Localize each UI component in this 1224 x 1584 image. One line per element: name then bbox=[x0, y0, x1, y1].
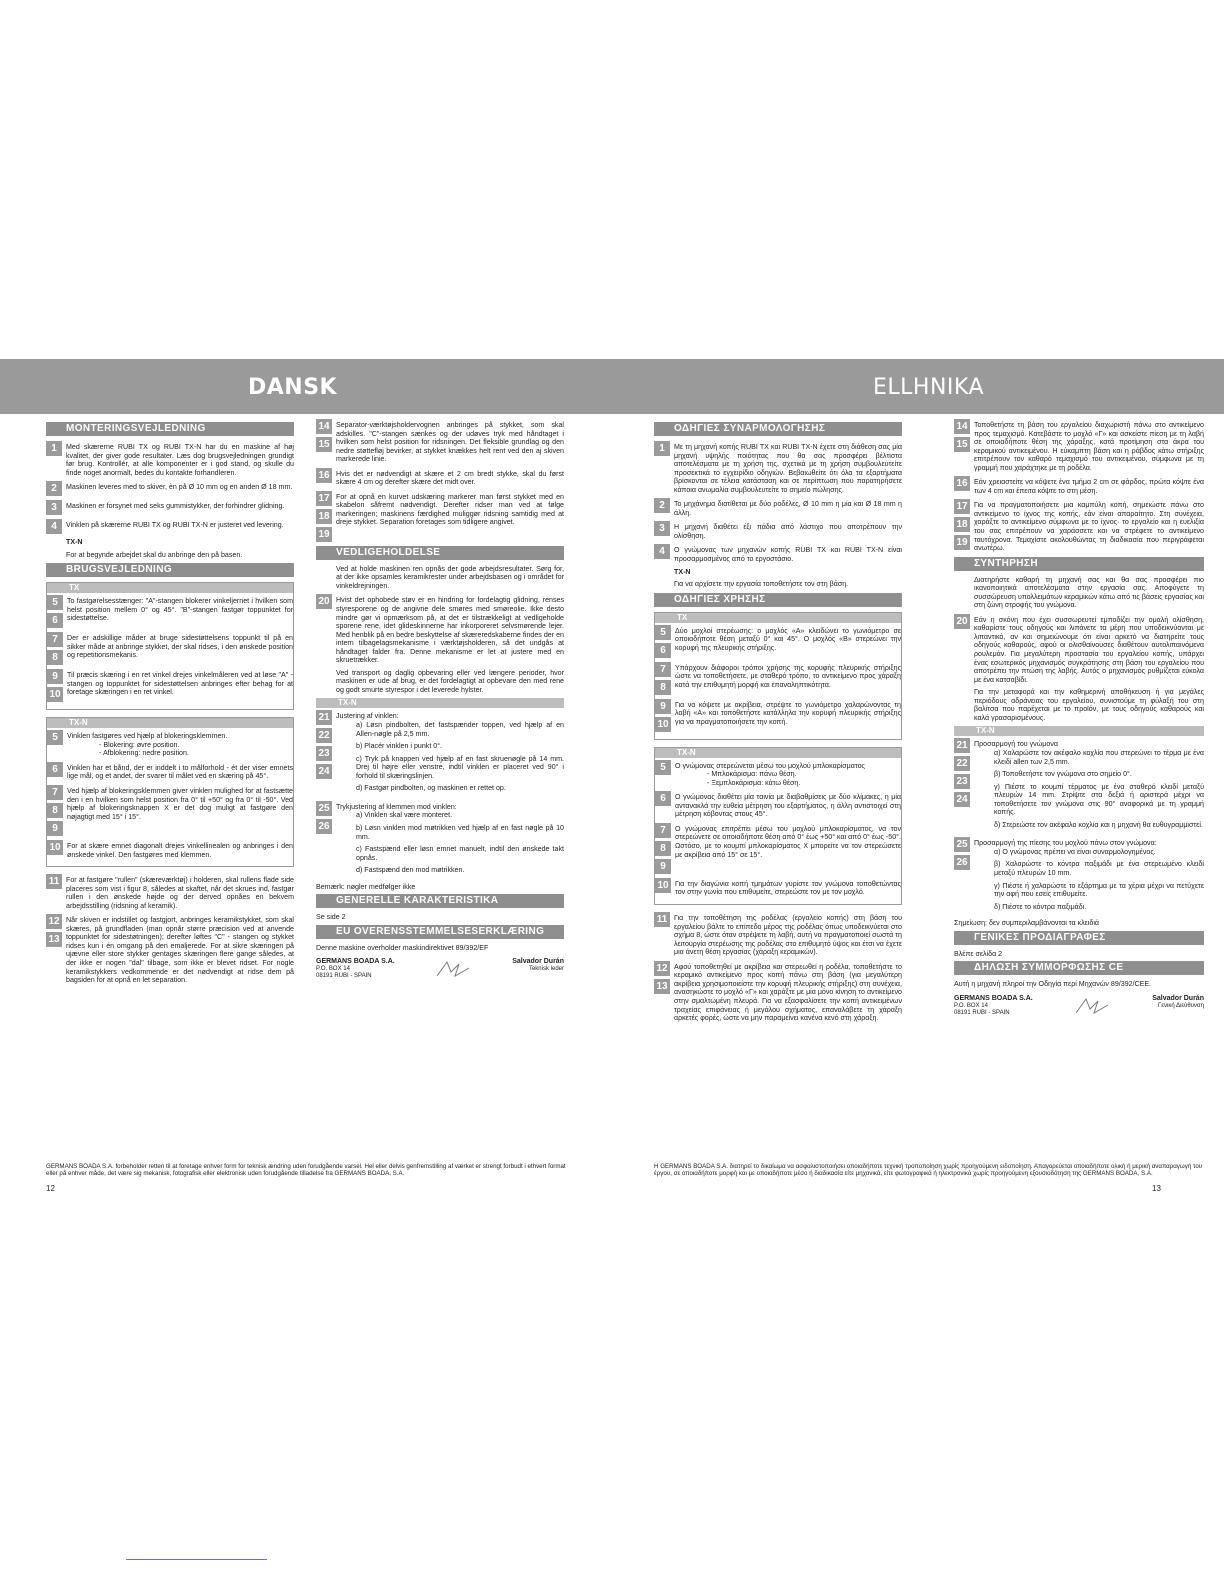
page-number-right: 13 bbox=[1152, 1184, 1161, 1193]
txn-subsection: TX-N bbox=[47, 718, 293, 728]
danish-column-2 bbox=[316, 419, 564, 980]
step-2: 2 Maskinen leveres med to skiver, èn på Ø 10 mm og en anden Ø 18 mm. bbox=[46, 481, 294, 496]
section-montering: MONTERINGSVEJLEDNING bbox=[46, 422, 294, 436]
step-25-26: 25 26 Trykjustering af klemmen mod vinklen: a) Vinklen skal være monteret. b) Løsn vinklen mod møtrikken ved hjælp af en fast nøgle på 10 mm. c) Fastspænd eller løsn emnet manuelt, indtil den ønskede takt opnås. d) Fastspænd den mod møtrikken. bbox=[316, 801, 564, 879]
bottom-link-line bbox=[126, 1559, 267, 1560]
step-3: 3 Maskinen er forsynet med seks gummistykker, der forhindrer glidning. bbox=[46, 500, 294, 515]
section-vedligeholdelse-el: ΣΥΝΤΗΡΗΣΗ bbox=[954, 557, 1204, 571]
txn-subsection-el: TX-N bbox=[655, 748, 901, 758]
txn-subsection-2: TX-N bbox=[316, 698, 564, 708]
signature-icon bbox=[1072, 995, 1112, 1017]
step-7-8-9n-el: 7 8 9 Ο γνώμονας επιτρέπει μέσω του μοχλού μπλοκαρίσματος, να τον στερεώνετε σε οποιαδήποτε θέση από 0° έως +50° και από 0° έως -50°. Ωστόσο, με το κουμπί μπλοκαρίσματος X μπορείτε να τον στερεώσετε με ακρίβεια από 15° σε 15°. bbox=[655, 823, 901, 874]
tx-subsection-el: TX bbox=[655, 613, 901, 623]
step-20: 20 Hvist det ophobede støv er en hindring for fordelagtig glidning, renses styresporene og de angivne dele smøres med smøreolie. Ikke desto mindre gør vi opmærksom på, at det er tilstrækkeligt at vedligeholde sporene rene, idet glideskinnerne har inkorporeret selvsmørende lejer. Med henblik på en bedre beskyttelse af skæreredskaberne findes der en intern tilbagelagsmekanisme i værktøjsholderen, så det undgås at håndtaget falder fra. Denne mekanisme er let at justere med en skruetrækker. bbox=[316, 594, 564, 664]
section-montering-el: ΟΔΗΓΙΕΣ ΣΥΝΑΡΜΟΛΟΓΗΣΗΣ bbox=[654, 422, 902, 436]
section-brugs: BRUGSVEJLEDNING bbox=[46, 563, 294, 577]
tx-box-el bbox=[654, 612, 902, 740]
step-20-el: 20 Εάν η σκόνη που έχει συσσωρευτεί εμποδίζει την ομαλή ολίσθηση, καθαρίστε τους οδηγούς και λιπάνετε τα μέρη που υποδεικνύονται με λιπαντικό, αν και σημειώνουμε ότι είναι αρκετό να διατηρείτε τους οδηγούς καθαρούς, αφού οι ολισθαίνουσες διαθέτουν αυτολιπαινόμενα ρουλεμάν. Για μεγαλύτερη προστασία του εργαλείου κοπής, υπάρχει ένας εσωτερικός μηχανισμός συγκράτησης στη βάση του εργαλείου που αποτρέπει την πτώση της λαβής. Αυτός ο μηχανισμός ρυθμίζεται εύκολα με ένα κατσαβίδι. bbox=[954, 614, 1204, 684]
step-17-18-19-el: 17 18 19 Για να πραγματοποιήσετε μια καμπύλη κοπή, σημειώστε πάνω στο αντικείμενο το ίχνος της κοπής, εάν είναι απαραίτητο. Στη συνέχεια, χαράξτε το αντικείμενο σύμφωνα με το ίχνος· το εργαλείο και η ευελιξία του σας επιτρέπουν να χαράσσετε και να στρέφετε το αντικείμενο ταυτόχρονα. Τεμαχίστε ακολουθώντας τη διαδικασία που περιγράφεται ανωτέρω. bbox=[954, 499, 1204, 552]
company-block: GERMANS BOADA S.A. P.O. BOX 14 08191 RUBI - SPAIN Salvador Durán Teknisk leder bbox=[316, 958, 564, 980]
tx-subsection: TX bbox=[47, 583, 293, 593]
txn-label-el: TX-N bbox=[674, 567, 691, 576]
step-2-el: 2 Το μηχάνημα διατίθεται με δύο ροδέλες, Ø 10 mm η μία και Ø 18 mm η άλλη. bbox=[654, 498, 902, 517]
step-21-24-el: 21 22 23 24 Προσαρμογή του γνώμονα α) Χαλαρώστε τον ακέφαλο κοχλία που στερεώνει το τέρμα με ένα κλειδί allen των 2,5 mm. β) Τοποθετήστε τον γνώμονα στο σημείο 0°. γ) Πιέστε το κουμπί τέρματος με ένα σταθερό κλειδί μεταξύ πλευρών 14 mm. Στρίψτε στα δεξιά ή αριστερά μέχρι να τοποθετήσετε τον γνώμονα στις 90° αναφορικά με τη γραμμή κοπής. δ) Στερεώστε τον ακέφαλο κοχλία και η μηχανή θα ευθυγραμμιστεί. bbox=[954, 738, 1204, 833]
header-bar bbox=[0, 359, 1224, 414]
txn-subsection-2-el: TX-N bbox=[954, 726, 1204, 736]
note-el: Σημείωση: δεν συμπεριλαμβάνονται τα κλειδιά bbox=[954, 919, 1100, 928]
section-generelle: GENERELLE KARAKTERISTIKA bbox=[316, 894, 564, 908]
step-11-el: 11 Για την τοποθέτηση της ροδέλας (εργαλείο κοπής) στη βάση του εργαλείου βάλτε το επίπεδο μέρος της ροδέλας όπως υποδεικνύεται στο σχήμα 8, ώστε όταν στρέψετε τη λαβή, αυτή να πραγματοποιεί σωστά τη λειτουργία στερέωσης της ροδέλας στο επιθυμητό ύψος και έτσι να έχετε μια άνετη θέση εργασίας (χάραξη κεραμικών). bbox=[654, 912, 902, 957]
step-5n: 5 Vinklen fastgøres ved hjælp af blokeringsklemmen. - Blokering: øvre position. - Afblokering: nedre position. bbox=[47, 730, 293, 758]
step-5n-el: 5 Ο γνώμονας στερεώνεται μέσω του μοχλού μπλοκαρίσματος - Μπλοκάρισμα: πάνω θέση. - Ξεμπλοκάρισμα: κάτω θέση. bbox=[655, 760, 901, 788]
danish-column-1 bbox=[46, 419, 294, 989]
step-6n: 6 Vinklen har et bånd, der er inddelt i to målforhold - ét der viser emnets lige mål, og et andet, der svarer til målet ved en skæring på 45°. bbox=[47, 762, 293, 781]
step-7-8-9n: 7 8 9 Ved hjælp af blokeringsklemmen giver vinklen mulighed for at fastsætte den i en hvilken som helst position fra 0° til +50° og fra 0° til -50°. Ved hjælp af blokeringsknappen X er det dog muligt at fastgøre den nøjagtigt med 15° i 15°. bbox=[47, 785, 293, 836]
step-4: 4 Vinklen på skærerne RUBI TX og RUBI TX-N er justeret ved levering. bbox=[46, 519, 294, 534]
step-6n-el: 6 Ο γνώμονας διαθέτει μία ταινία με διαβαθμίσεις με δύο κλίμακες, η μία αντανακλά την ευθεία μέτρηση του εξαρτήματος, η άλλη αντιστοιχεί στη μέτρηση κόβοντας στους 45°. bbox=[655, 791, 901, 819]
step-10n-el: 10 Για την διαγώνια κοπή τμημάτων γυρίστε τον γνώμονα τοποθετώντας τον στην γωνία που επιθυμείτε, στερεώστε τον με τον μοχλό. bbox=[655, 878, 901, 897]
note: Bemærk: nøgler medfølger ikke bbox=[316, 882, 416, 891]
step-9-10-el: 9 10 Για να κόψετε με ακρίβεια, στρέψτε το γωνιόμετρο χαλαρώνοντας τη λαβή «Α» και τοποθετήστε κατάλληλα την κορυφή πλευρικής στήριξης για να πραγματοποιήσετε την κοπή. bbox=[655, 699, 901, 732]
step-5-6: 5 6 To fastgørelsesstænger: "A"-stangen blokerer vinkeljernet i hvilken som helst position mellem 0° og 45°. "B"-stangen fastgør toppunktet for sidestøttelse. bbox=[47, 595, 293, 628]
signature-icon bbox=[433, 958, 473, 980]
txn-text: For at begynde arbejdet skal du anbringe den på basen. bbox=[66, 550, 243, 559]
step-17-18-19: 17 18 19 For at opnå en kurvet udskæring markerer man først stykket med en skabelon såfremt nødvendigt. Derefter ridser man ved at følge markeringen; maskinens færdighed muliggør ridsning samtidig med at dreje stykket. Separation foretages som tidligere angivet. bbox=[316, 491, 564, 542]
step-7-8-el: 7 8 Υπάρχουν διάφοροι τρόποι χρήσης της κορυφής πλευρικής στήριξης ώστε να τοποθετήσετε, με σταθερό τρόπο, το αντικείμενο προς χάραξη κατά την επιθυμητή μορφή και επαναληπτικότητα. bbox=[655, 662, 901, 695]
step-3-el: 3 Η μηχανή διαθέτει έξι πάδια από λάστιχο που αποτρέπουν την ολίσθηση. bbox=[654, 521, 902, 540]
txn-text-el: Για να αρχίσετε την εργασία τοποθετήστε τον στη βάση. bbox=[674, 580, 849, 589]
header-title-greek: ELLHNIKA bbox=[873, 375, 984, 400]
txn-box bbox=[46, 717, 294, 867]
step-1: 1 Med skærerne RUBI TX og RUBI TX-N har du en maskine af høj kvalitet, der giver gode resultater. Læs dog brugsvejledningen grundigt før brug. Kontrollér, at alle komponenter er i god stand, og skulle du finde noget anormalt, bedes du kontakte forhandleren. bbox=[46, 441, 294, 477]
step-14-15: 14 15 Separator-værktøjsholdervognen anbringes på stykket, som skal adskilles. "C"-stangen sænkes og der udøves tryk med håndtaget i hvilken som helst position for ridsningen. Det fleksible grundlag og den nedre støttefløj bevirker, at stykket knækkes helt rent ved den aj skiven markerede linie. bbox=[316, 419, 564, 464]
step-4-el: 4 Ο γνώμονας των μηχανών κοπής RUBI TX και RUBI TX-N είναι προσαρμοσμένος από το εργοστάσιο. bbox=[654, 544, 902, 563]
maintenance-text: Ved at holde maskinen ren opnås der gode arbejdsresultater. Sørg for, at der ikke opsamles keramikrester under arbejdsbasen og i området for vinkeldrejningen. bbox=[336, 564, 564, 590]
general-text-el: Βλέπε σελίδα 2 bbox=[954, 949, 1003, 958]
section-eu-el: ΔΗΛΩΣΗ ΣΥΜΜΟΡΦΩΣΗΣ CE bbox=[954, 961, 1204, 975]
step-10n: 10 For at skære emnet diagonalt drejes vinkellinealen og anbringes i den ønskede vinkel. Den fastgøres med klemmen. bbox=[47, 840, 293, 859]
section-generelle-el: ΓΕΝΙΚΕΣ ΠΡΟΔΙΑΓΡΑΦΕΣ bbox=[954, 931, 1204, 945]
header-title-danish: DANSK bbox=[248, 375, 338, 400]
step-7-8: 7 8 Der er adskillige måder at bruge sidestøttelsens toppunkt til på en sikker måde at anbringe stykket, der skal ridses, i den ønskede position og repetitionsmekanis. bbox=[47, 632, 293, 665]
step-16-el: 16 Εάν χρειαστείτε να κόψετε ένα τμήμα 2 cm σε φάρδος, πρώτα κόψτε ένα των 4 cm και έπειτα κόψτε το στη μέση. bbox=[954, 476, 1204, 495]
step-14-15-el: 14 15 Τοποθετήστε τη βάση του εργαλείου διαχωριστή πάνω στο αντικείμενο προς τεμαχισμό. Κατεβάστε το μοχλό «Γ» και ασκείστε πίεση με τη λαβή σε οποιαδήποτε θέση της χάραξης, κατά προτίμηση στα άκρα του κεραμικού αντικειμένου. Η εύκαμπτη βάση και η ράβδος κάτω στήριξης επιτρέπουν τον καθαρό τεμαχισμό του αντικειμένου, σύμφωνα με τη γραμμή που χαράχτηκε με τη ροδέλα. bbox=[954, 419, 1204, 472]
eu-text: Denne maskine overholder maskindirektivet 89/392/EF bbox=[316, 943, 489, 952]
step-12-13: 12 13 Når skiven er indstillet og fastgjort, anbringes keramikstykket, som skal skæres, på grundfladen (man opnår større præcision ved at anvende toppunktet for sidestøtningen); derefter løftes "C" - stangen og stykket ridses kun i én omgang på den emaljerede. For at sikre skæringen på ujævne eller store stykker gentages skæringen flere gange således, at der ikke er nogen "dal" tilbage, som ikke er blevet ridset. For nogle keramikstykkers vedkommende er det nødvendigt at ridse dem på bagsiden for at opnå en let separation. bbox=[46, 914, 294, 984]
page-number-left: 12 bbox=[46, 1184, 55, 1193]
section-eu: EU OVERENSSTEMMELSESERKLÆRING bbox=[316, 925, 564, 939]
txn-label: TX-N bbox=[66, 538, 83, 547]
footer-danish: GERMANS BOADA S.A. forbeholder retten til at foretage enhver form for teknisk ændring uden forudgående varsel. Hel eller delvis genfremstilling af værket er strengt forbudt i ethvert format eller på enhver måde, det være sig mekanisk, fotografisk eller elektronisk uden forudgående tilladelse fra GERMANS BOADA, S.A. bbox=[46, 1163, 566, 1178]
transport-text: Ved transport og daglig opbevaring eller ved længere perioder, hvor maskinen er ude af brug, er det fordelagtigt at opbevare den med rene og godt smurte styrespor i det leverede hylster. bbox=[336, 668, 564, 694]
step-5-6-el: 5 6 Δύο μοχλοί στερέωσης: ο μοχλός «Α» κλειδώνει το γωνιόμετρο σε οποιαδήποτε θέση μεταξύ 0° και 45°. Ο μοχλός «Β» στερεώνει την κορυφή της πλευρικής στήριξης. bbox=[655, 625, 901, 658]
greek-column-2 bbox=[954, 419, 1204, 1017]
step-9-10: 9 10 Til præcis skæring i en ret vinkel drejes vinkelmåleren ved at løse "A" - stangen og toppunktet for sidestøttelsen anbringes efter behag for at foretage skæringen i en ret vinkel. bbox=[47, 669, 293, 702]
eu-text-el: Αυτή η μηχανή πληροί την Οδηγία περί Μηχανών 89/392/CEE. bbox=[954, 980, 1152, 989]
step-21-24: 21 22 23 24 Justering af vinklen: a) Løsn pindbolten, det fastspænder toppen, ved hjælp af en Allen-nøgle på 2,5 mm. b) Placér vinklen i punkt 0°. c) Tryk på knappen ved hjælp af en fast skruenøgle på 14 mm. Drej til højre eller venstre, indtil vinklen er placeret ved 90° i forhold til skæringslinjen. d) Fastgør pindbolten, og maskinen er rettet op. bbox=[316, 710, 564, 796]
footer-greek: Η GERMANS BOADA S.A. διατηρεί το δικαίωμα να ασφαλιστοποιήσει οποιαδήποτε τεχνική τροποποίηση χωρίς προηγούμενη ειδοποίηση. Απαγορεύεται οποιαδήποτε ολική ή μερική αναπαραγωγή του έργου, σε οποιαδήποτε μορφή και με οποιαδήποτε μέσο ή διαδικασία είτε μηχανικά, είτε φωτογραφικά ή ηλεκτρονικά χωρίς προηγούμενη εξουσιοδότηση της GERMANS BOADA, S.A. bbox=[654, 1163, 1203, 1178]
section-vedligeholdelse: VEDLIGEHOLDELSE bbox=[316, 546, 564, 560]
step-1-el: 1 Με τη μηχανή κοπής RUBI TX και RUBI TX-N έχετε στη διάθεση σας μία μηχανή υψηλής ποιότητας που θα σας προσφέρει βέλτιστα αποτελέσματα με τη χρήση της, σχετικά με τη χρήση συμβουλευτείτε προσεκτικά το εγχειρίδιο οδηγιών. Βεβαιωθείτε ότι όλα τα εξαρτήματα βρίσκονται σε τέλεια κατάσταση και σε περίπτωση που παρατηρήσετε κάποια ανωμαλία συμβουλευτείτε το σημείο πώλησης. bbox=[654, 441, 902, 494]
greek-column-1 bbox=[654, 419, 902, 1027]
transport-text-el: Για την μεταφορά και την καθημερινή αποθήκευση ή για μεγάλες περιόδους αδράνειας του εργαλείου, συνιστούμε τη φύλαξή του στη βαλίτσα που παρέχεται με το προϊόν, με τους οδηγούς καθαρούς και καλά γρασαρισμένους. bbox=[974, 688, 1204, 722]
step-12-13-el: 12 13 Αφού τοποθετηθεί με ακρίβεια και στερεωθεί η ροδέλα, τοποθετήστε το κεραμικό αντικείμενο προς κοπή πάνω στη βάση (για μεγαλύτερη ακρίβεια χρησιμοποιείστε την κορυφή πλευρικής στήριξης) στη συνέχεια, ανασηκώστε το μοχλό «Γ» και χαράξτε με μία μόνο κίνηση το αντικείμενο στην σμαλτωμένη πλευρά. Για να εξασφαλίσετε την κοπή αντικειμένων τραχείας επιφάνειας ή μεγάλου σχήματος, επαναλάβετε τη χάραξη αρκετές φορές, ώστε να μην παραμείνει κανένα κενό στη χάραξη. bbox=[654, 961, 902, 1023]
tx-box bbox=[46, 582, 294, 710]
general-text: Se side 2 bbox=[316, 913, 346, 922]
company-block-el: GERMANS BOADA S.A. P.O. BOX 14 08191 RUBI - SPAIN Salvador Durán Γενική Διεύθυνση bbox=[954, 994, 1204, 1016]
txn-box-el bbox=[654, 747, 902, 905]
maintenance-text-el: Διατηρήστε καθαρή τη μηχανή σας και θα σας προσφέρει πιο ικανοποιητικά αποτελέσματα στην εργασία σας. Αποφύγετε τη συσσώρευση υπολλειμάτων κεραμικών κάτω από τις βάσεις εργασίας και στη ζώνη στροφής του γνώμονα. bbox=[974, 575, 1204, 610]
step-11: 11 For at fastgøre "rullen" (skæreværktøj) i holderen, skal rullens flade side placeres som vist i figur 8, således at skaftet, når det skrues ind, fastgør rullen i den ønskede højde og der derved opnåes en bekvem arbejdsstilling (ridsning af keramik). bbox=[46, 874, 294, 910]
step-16: 16 Hvis det er nødvendigt at skære et 2 cm bredt stykke, skal du først skære 4 cm og derefter skære det midt over. bbox=[316, 468, 564, 487]
section-brugs-el: ΟΔΗΓΙΕΣ ΧΡΗΣΗΣ bbox=[654, 593, 902, 607]
step-25-26-el: 25 26 Προσαρμογή της πίεσης του μοχλού πάνω στον γνώμονα: α) Ο γνώμονας πρέπει να είναι συναρμολογημένος. β) Χαλαρώστε το κόντρα παξιμάδι με ένα στερεωμένο κλειδί μεταξύ πλευρών 10 mm. γ) Πιέστε ή χαλαρώστε το εξάρτημα με τα χέρια μέχρι να πετύχετε την αφή που εσείς επιθυμείτε. δ) Πιέστε το κόντρα παξιμάδι. bbox=[954, 837, 1204, 915]
